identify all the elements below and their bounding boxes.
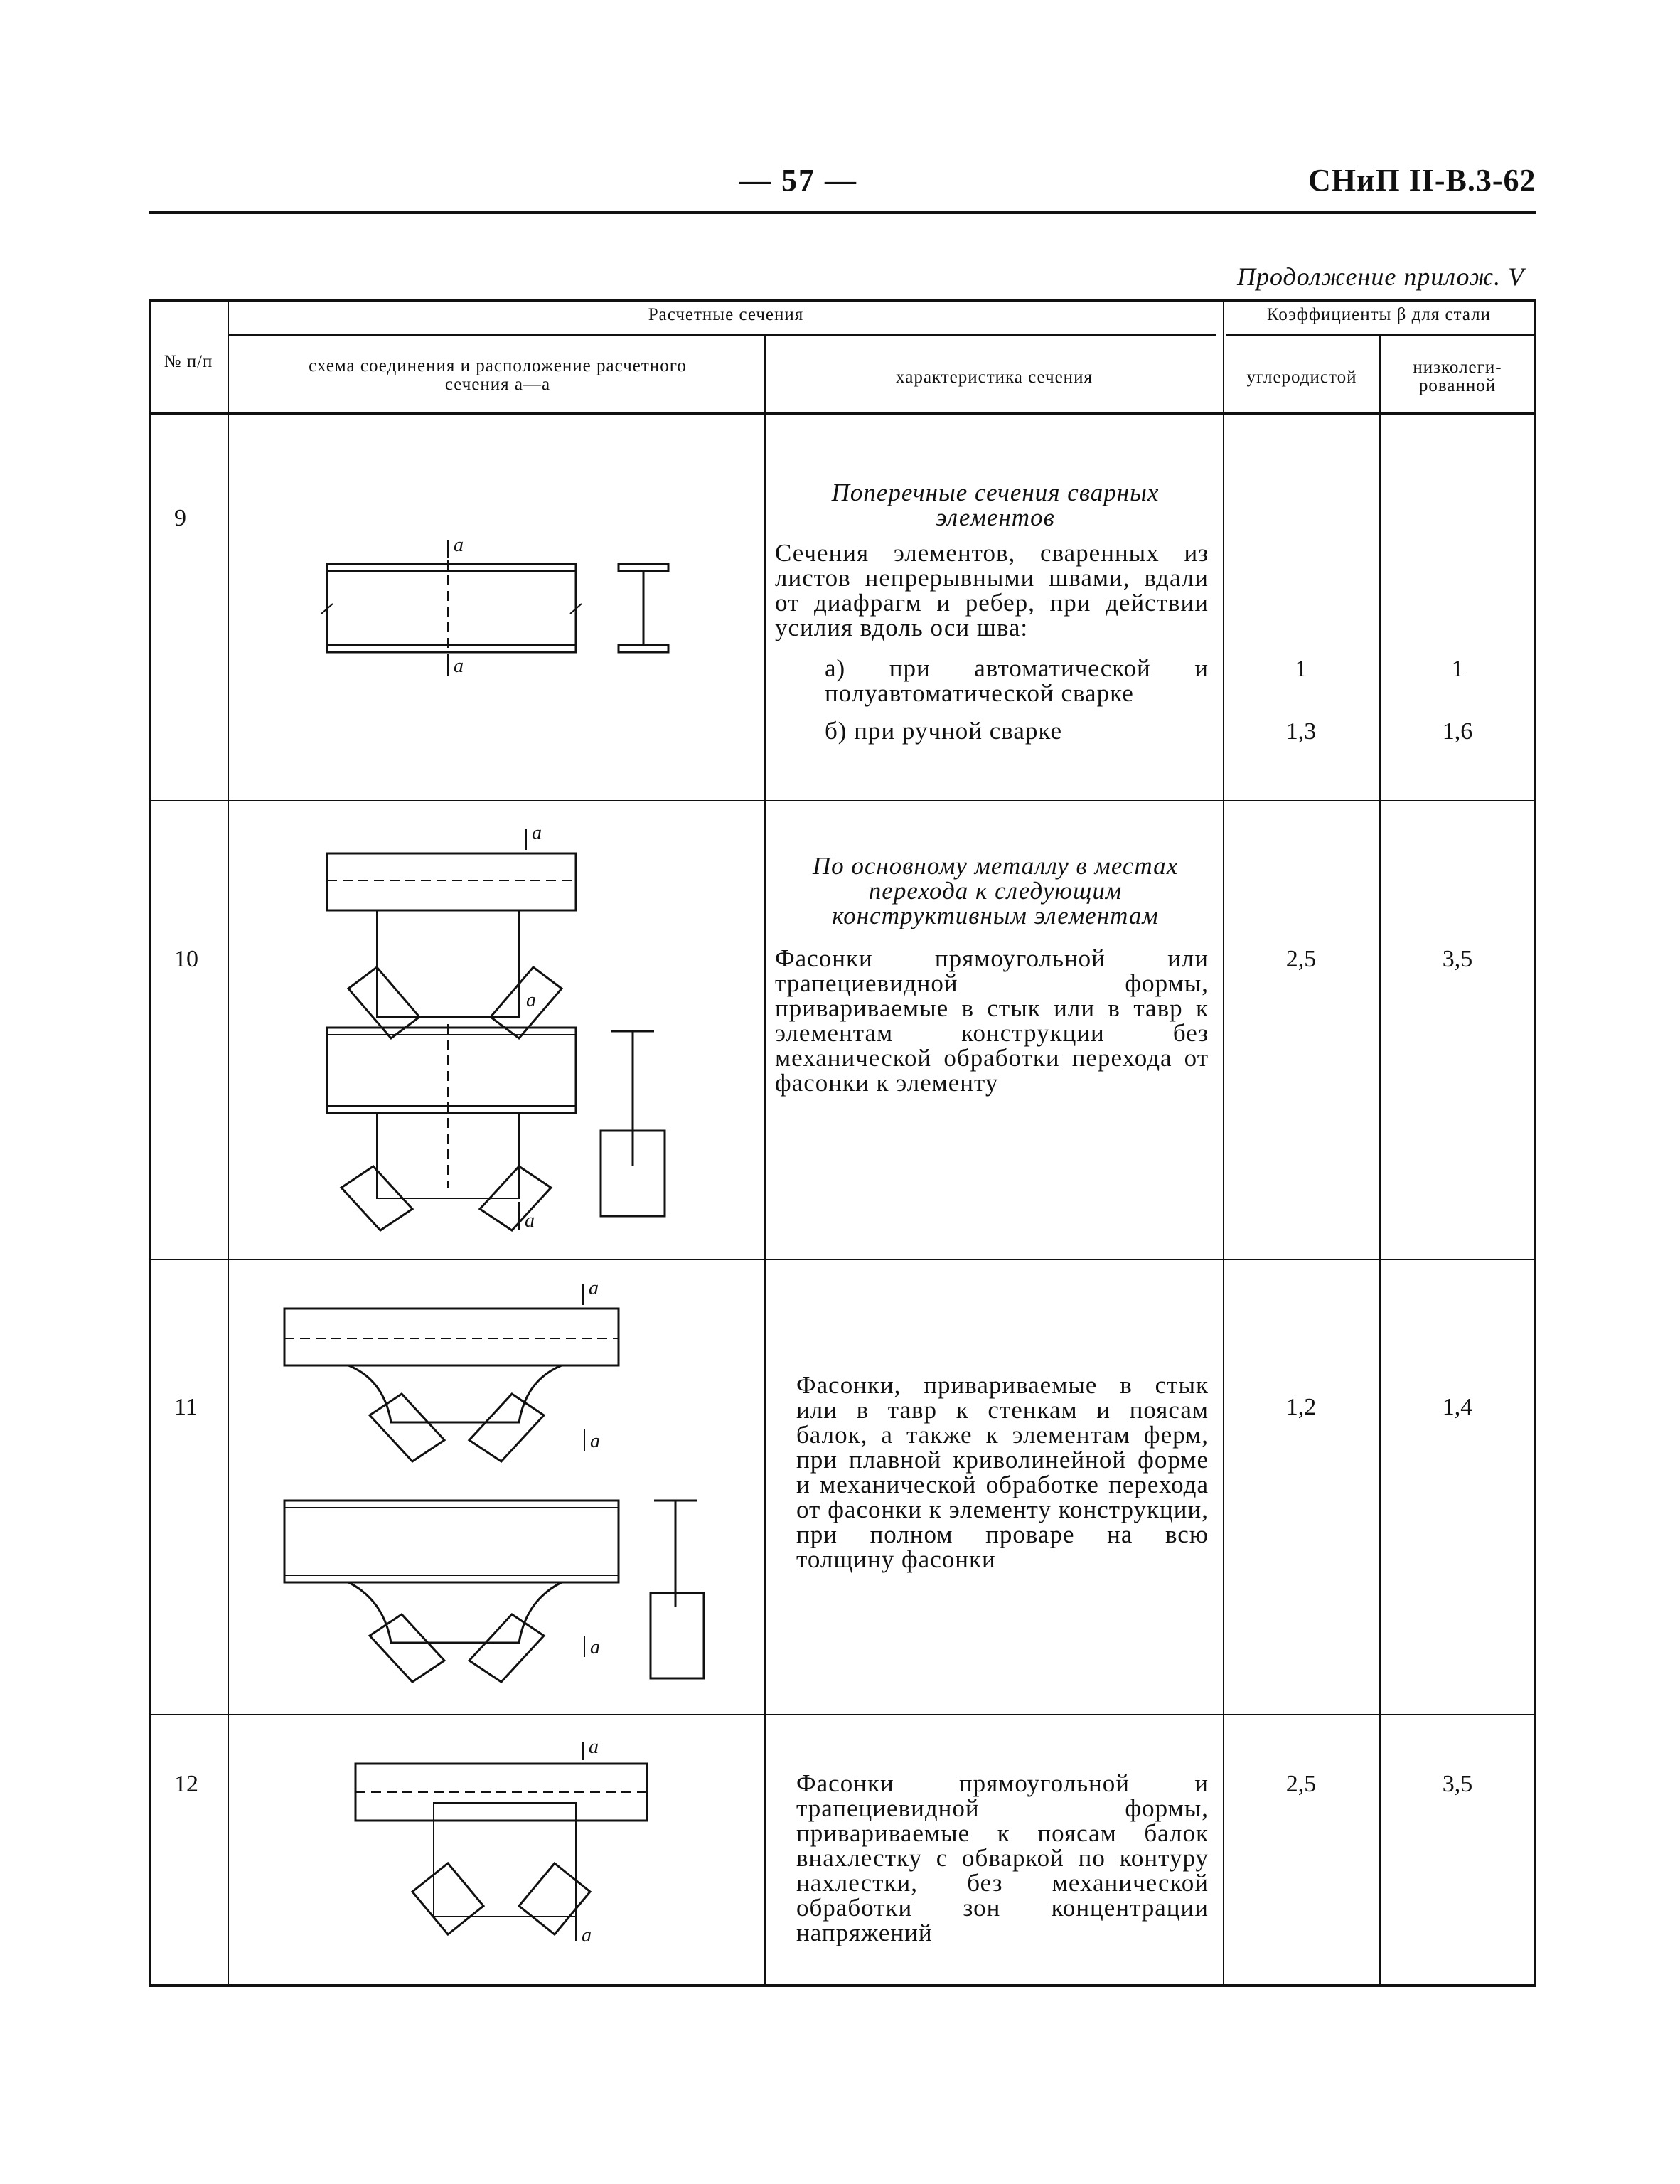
value-carbon: 1,2 <box>1285 1394 1317 1420</box>
svg-text:a: a <box>454 534 464 556</box>
table-top-rule <box>149 299 1536 302</box>
value-lowalloy: 1,6 <box>1442 718 1473 745</box>
row-11-scheme-diagram <box>270 1273 711 1700</box>
row-number: 11 <box>174 1394 198 1420</box>
col-group-sections: Расчетные сечения <box>648 305 804 324</box>
value-carbon: 1 <box>1295 656 1307 682</box>
col-header-scheme: схема соединения и расположение расчетного сечения а—а <box>309 356 687 394</box>
row-11-description: Фасонки, привариваемые в стык или в тавр к стенкам и поясам балок, а также к элементам ферм, при плавной криволинейной форме и механической обработке перехода от фасонки к элементу конструкции, при полном проваре на всю толщину фасонки <box>796 1371 1209 1573</box>
value-lowalloy: 1 <box>1451 656 1464 682</box>
value-carbon: 2,5 <box>1285 946 1317 972</box>
page-number: — 57 — <box>739 163 857 198</box>
value-lowalloy: 3,5 <box>1442 946 1473 972</box>
value-lowalloy: 1,4 <box>1442 1394 1473 1420</box>
row-number: 9 <box>174 505 186 531</box>
svg-text:a: a <box>532 822 542 844</box>
row-number: 12 <box>174 1771 198 1797</box>
row-12-description: Фасонки прямоугольной и трапециевидной формы, привариваемые к поясам балок внахлестку с обваркой по контуру нахлестки, без механической обработки зон концентрации напряжений <box>796 1769 1209 1946</box>
row-number: 10 <box>174 946 198 972</box>
svg-text:a: a <box>589 1736 599 1758</box>
col-header-characteristic: характеристика сечения <box>896 368 1093 387</box>
table-bottom-rule <box>149 1984 1536 1987</box>
value-carbon: 2,5 <box>1285 1771 1317 1797</box>
continuation-note: Продолжение прилож. V <box>1237 262 1525 291</box>
col-header-number: № п/п <box>164 352 213 371</box>
row-9-description: Сечения элементов, сваренных из листов непрерывными швами, вдали от диафрагм и ребер, при действии усилия вдоль оси шва: <box>775 539 1209 641</box>
col-header-carbon: углеродистой <box>1246 368 1357 387</box>
row-9-title: Поперечные сечения сварных элементов <box>831 479 1160 531</box>
table-header-rule <box>149 412 1536 415</box>
document-code: СНиП II-В.3-62 <box>1308 163 1536 198</box>
svg-text:a: a <box>526 989 536 1011</box>
svg-text:a: a <box>525 1210 535 1232</box>
value-carbon: 1,3 <box>1285 718 1317 745</box>
value-lowalloy: 3,5 <box>1442 1771 1473 1797</box>
row-9-scheme-diagram <box>313 530 683 686</box>
svg-text:a: a <box>589 1277 599 1299</box>
col-header-lowalloy: низколеги-рованной <box>1413 358 1502 395</box>
row-10-description: Фасонки прямоугольной или трапециевидной формы, привариваемые в стык или в тавр к элементам конструкции без механической обработки перехода от фасонки к элементу <box>775 944 1209 1097</box>
row-10-title: По основному металлу в местах перехода к следующим конструктивным элементам <box>812 852 1179 929</box>
row-12-scheme-diagram <box>341 1735 661 1963</box>
header-rule <box>149 211 1536 214</box>
row-9-item-b: б) при ручной сварке <box>825 717 1063 745</box>
svg-text:a: a <box>582 1924 592 1946</box>
col-group-coefficients: Коэффициенты β для стали <box>1266 305 1492 324</box>
svg-text:a: a <box>590 1636 600 1658</box>
svg-text:a: a <box>454 655 464 677</box>
svg-text:a: a <box>590 1430 600 1452</box>
row-10-scheme-diagram <box>313 818 697 1245</box>
row-9-item-a: а) при автоматической и полуавтоматической сварке <box>825 654 1209 707</box>
